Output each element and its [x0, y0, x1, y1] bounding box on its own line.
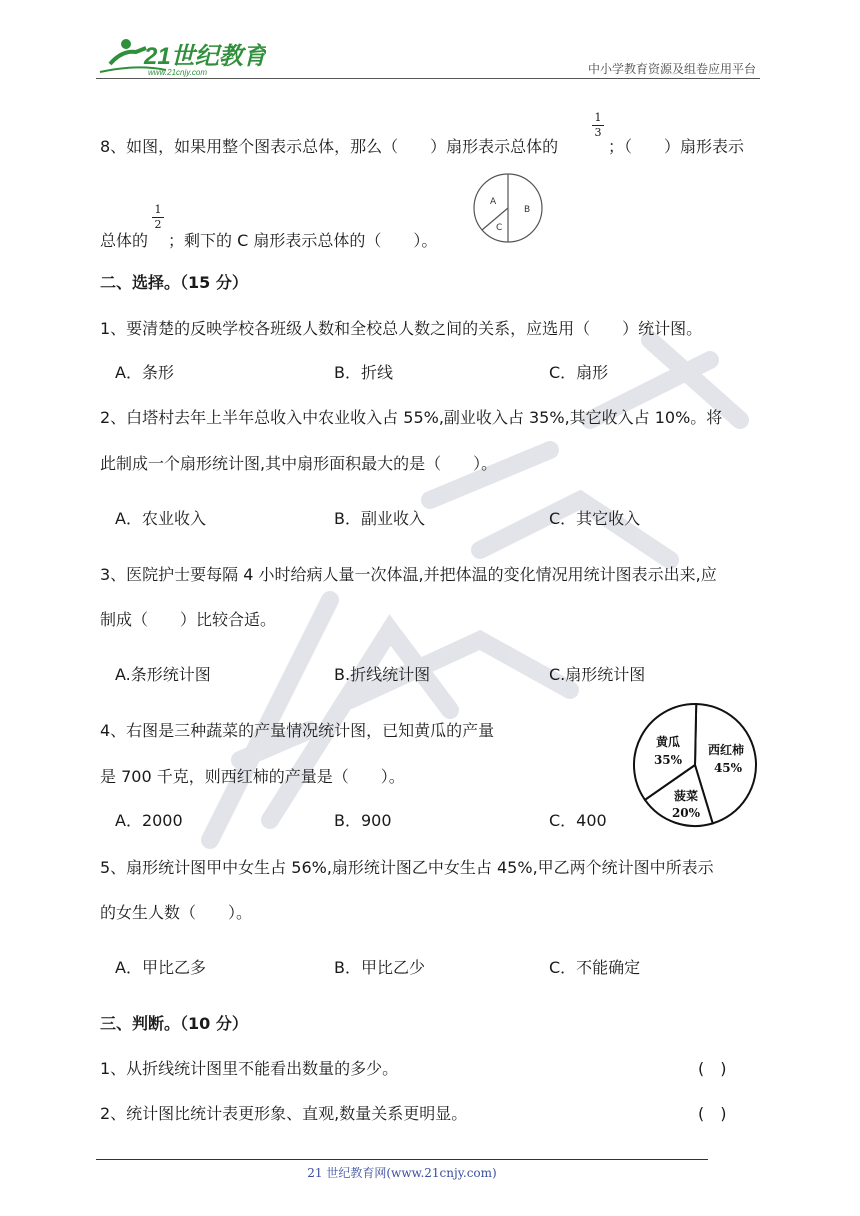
q8-fraction-one-half [152, 204, 164, 231]
s3-q1-answer-blank: ( ) [698, 1059, 727, 1078]
s3-q2-text: 2、统计图比统计表更形象、直观,数量关系更明显。 [100, 1104, 468, 1123]
s2-q1-option-c: C．扇形 [549, 363, 609, 382]
vegetable-pie-chart [630, 700, 760, 830]
pie-label-cucumber-pct: 35% [653, 753, 683, 767]
q8-line2a: 总体的 [100, 231, 149, 250]
pie-label-spinach-pct: 20% [671, 806, 701, 820]
header-divider [96, 78, 760, 79]
s2-q5-option-a: A．甲比乙多 [115, 958, 206, 977]
s2-q3-line2: 制成（ ）比较合适。 [100, 610, 277, 629]
pie-label-cucumber-name: 黄瓜 [655, 735, 681, 749]
s2-q1-option-a: A．条形 [115, 363, 174, 382]
header-platform-text: 中小学教育资源及组卷应用平台 [587, 62, 756, 76]
s2-q2-option-a: A．农业收入 [115, 509, 206, 528]
s2-q5-line1: 5、扇形统计图甲中女生占 56%,扇形统计图乙中女生占 45%,甲乙两个统计图中所表示 [100, 858, 714, 877]
s2-q5-option-b: B．甲比乙少 [334, 958, 425, 977]
frac1-num: 1 [594, 111, 602, 124]
s2-q3-option-b: B.折线统计图 [334, 665, 431, 684]
circle-label-b: B [524, 205, 531, 215]
s2-q1-text: 1、要清楚的反映学校各班级人数和全校总人数之间的关系，应选用（ ）统计图。 [100, 319, 703, 338]
s2-q3-option-a: A.条形统计图 [115, 665, 211, 684]
circle-label-c: C [496, 223, 503, 233]
section2-heading: 二、选择。（15 分） [100, 273, 248, 292]
s2-q4-option-b: B．900 [334, 811, 392, 830]
q8-circle-diagram [470, 170, 546, 246]
pie-label-tomato-pct: 45% [713, 761, 743, 775]
logo-text: 21世纪教育 [144, 43, 266, 70]
s2-q1-option-b: B．折线 [334, 363, 393, 382]
section3-heading: 三、判断。（10 分） [100, 1014, 248, 1033]
logo-url: www.21cnjy.com [148, 68, 207, 77]
s3-q1-text: 1、从折线统计图里不能看出数量的多少。 [100, 1059, 399, 1078]
s2-q4-line2: 是 700 千克，则西红柿的产量是（ ）。 [100, 767, 405, 786]
frac1-den: 3 [594, 126, 602, 139]
footer-divider [96, 1159, 708, 1160]
s2-q3-option-c: C.扇形统计图 [549, 665, 646, 684]
q8-fraction-one-third [592, 112, 604, 139]
circle-label-a: A [490, 197, 497, 207]
s2-q2-option-c: C．其它收入 [549, 509, 641, 528]
q8-line2b: ；剩下的 C 扇形表示总体的（ ）。 [168, 231, 438, 250]
s2-q2-line1: 2、白塔村去年上半年总收入中农业收入占 55%,副业收入占 35%,其它收入占 10%。将 [100, 408, 723, 427]
frac2-num: 1 [154, 203, 162, 216]
q8-line1b: ；（ ）扇形表示 [608, 137, 745, 156]
pie-label-spinach-name: 菠菜 [673, 789, 699, 803]
s2-q4-option-a: A．2000 [115, 811, 183, 830]
s2-q3-line1: 3、医院护士要每隔 4 小时给病人量一次体温,并把体温的变化情况用统计图表示出来,应 [100, 565, 717, 584]
s2-q5-option-c: C．不能确定 [549, 958, 641, 977]
s2-q2-option-b: B．副业收入 [334, 509, 425, 528]
s2-q4-line1: 4、右图是三种蔬菜的产量情况统计图，已知黄瓜的产量 [100, 721, 495, 740]
s2-q2-line2: 此制成一个扇形统计图,其中扇形面积最大的是（ ）。 [100, 454, 498, 473]
pie-label-tomato-name: 西红柿 [707, 743, 745, 757]
s3-q2-answer-blank: ( ) [698, 1104, 727, 1123]
frac2-den: 2 [154, 218, 162, 231]
q8-line1a: 8、如图，如果用整个图表示总体，那么（ ）扇形表示总体的 [100, 137, 559, 156]
s2-q4-option-c: C．400 [549, 811, 607, 830]
s2-q5-line2: 的女生人数（ ）。 [100, 903, 253, 922]
footer-text: 21 世纪教育网(www.21cnjy.com) [307, 1166, 497, 1180]
